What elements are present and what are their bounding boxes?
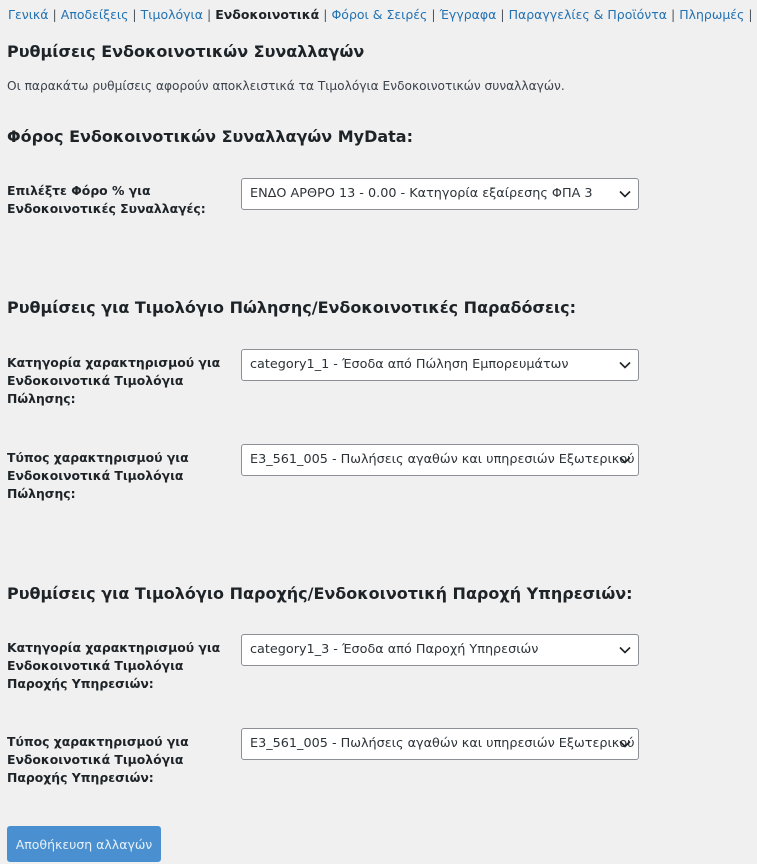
tab-receipts[interactable]: Αποδείξεις xyxy=(60,6,129,22)
tab-separator: | xyxy=(670,6,676,22)
services-type-selected-value: E3_561_005 - Πωλήσεις αγαθών και υπηρεσιών Εξωτερικού xyxy=(250,736,635,751)
chevron-down-icon xyxy=(619,360,631,370)
page-description: Οι παρακάτω ρυθμίσεις αφορούν αποκλειστικά τα Τιμολόγια Ενδοκοινοτικών συναλλαγών. xyxy=(7,79,565,93)
tab-general[interactable]: Γενικά xyxy=(8,6,49,22)
tax-section-heading: Φόρος Ενδοκοινοτικών Συναλλαγών MyData: xyxy=(7,127,413,146)
sales-type-label: Τύπος χαρακτηρισμού για Ενδοκοινοτικά Τιμολόγια Πώλησης: xyxy=(7,450,189,501)
services-section-heading: Ρυθμίσεις για Τιμολόγιο Παροχής/Ενδοκοινοτική Παροχή Υπηρεσιών: xyxy=(7,584,633,603)
sales-category-label: Κατηγορία χαρακτηρισμού για Ενδοκοινοτικά Τιμολόγια Πώλησης: xyxy=(7,355,221,406)
sales-category-selected-value: category1_1 - Έσοδα από Πώληση Εμπορευμάτων xyxy=(250,357,569,372)
tab-separator: | xyxy=(132,6,137,22)
tab-separator: | xyxy=(52,6,57,22)
services-category-select[interactable] xyxy=(241,634,639,666)
tab-intra-community[interactable]: Ενδοκοινοτικά xyxy=(215,6,320,22)
tab-invoices[interactable]: Τιμολόγια xyxy=(140,6,204,22)
tab-documents[interactable]: Έγγραφα xyxy=(439,6,497,22)
services-category-label: Κατηγορία χαρακτηρισμού για Ενδοκοινοτικά Τιμολόγια Παροχής Υπηρεσιών: xyxy=(7,640,221,691)
save-changes-button[interactable]: Αποθήκευση αλλαγών xyxy=(7,826,161,862)
services-type-label: Τύπος χαρακτηρισμού για Ενδοκοινοτικά Τιμολόγια Παροχής Υπηρεσιών: xyxy=(7,734,189,785)
chevron-down-icon xyxy=(619,739,631,749)
tab-separator: | xyxy=(431,6,436,22)
chevron-down-icon xyxy=(619,455,631,465)
services-type-select[interactable] xyxy=(241,728,639,760)
tab-orders-products[interactable]: Παραγγελίες & Προϊόντα xyxy=(508,6,667,22)
sales-section-heading: Ρυθμίσεις για Τιμολόγιο Πώλησης/Ενδοκοινοτικές Παραδόσεις: xyxy=(7,298,576,317)
chevron-down-icon xyxy=(619,645,631,655)
tab-taxes-series[interactable]: Φόροι & Σειρές xyxy=(331,6,428,22)
tab-separator: | xyxy=(207,6,212,22)
tax-rate-label: Επιλέξτε Φόρο % για Ενδοκοινοτικές Συναλλαγές: xyxy=(7,183,206,216)
settings-tabs xyxy=(8,5,757,23)
chevron-down-icon xyxy=(619,189,631,199)
services-category-selected-value: category1_3 - Έσοδα από Παροχή Υπηρεσιών xyxy=(250,642,539,657)
tax-rate-select[interactable] xyxy=(241,178,639,210)
sales-type-select[interactable] xyxy=(241,444,639,476)
tab-separator: | xyxy=(748,6,753,22)
tab-payments[interactable]: Πληρωμές xyxy=(679,6,745,22)
sales-category-select[interactable] xyxy=(241,349,639,381)
tab-separator: | xyxy=(500,6,505,22)
tab-separator: | xyxy=(323,6,328,22)
sales-type-selected-value: E3_561_005 - Πωλήσεις αγαθών και υπηρεσιών Εξωτερικού xyxy=(250,452,635,467)
tax-rate-selected-value: ΕΝΔΟ ΑΡΘΡΟ 13 - 0.00 - Κατηγορία εξαίρεσης ΦΠΑ 3 xyxy=(250,186,593,201)
page-title: Ρυθμίσεις Ενδοκοινοτικών Συναλλαγών xyxy=(7,42,365,61)
